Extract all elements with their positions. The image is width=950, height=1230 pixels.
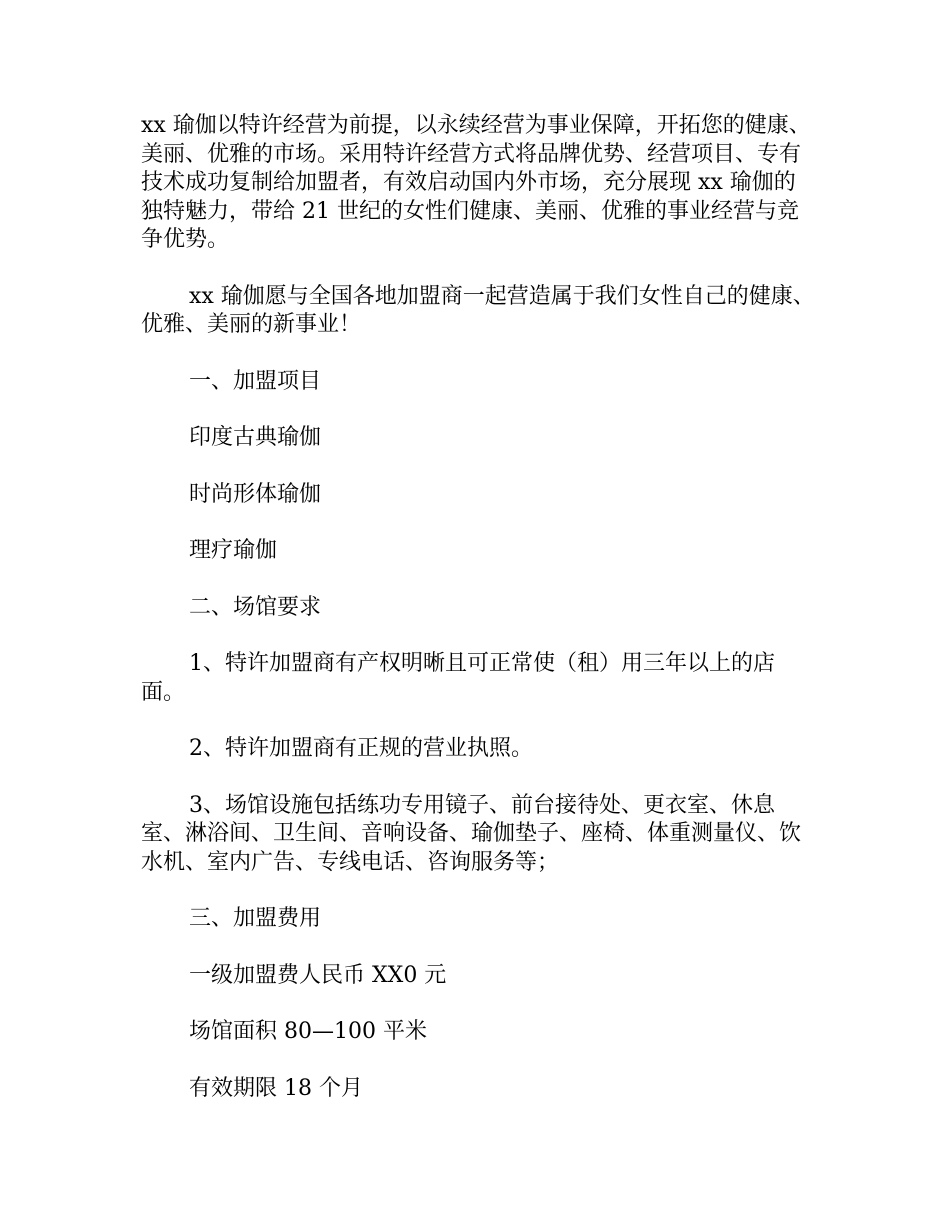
mission-paragraph: xx 瑜伽愿与全国各地加盟商一起营造属于我们女性自己的健康、优雅、美丽的新事业！ xyxy=(141,283,815,337)
project-item: 时尚形体瑜伽 xyxy=(189,481,322,507)
intro-paragraph: xx 瑜伽以特许经营为前提，以永续经营为事业保障，开拓您的健康、美丽、优雅的市场。采用特许经营方式将品牌优势、经营项目、专有技术成功复制给加盟者，有效启动国内外市场，充分展现 xx 瑜伽的独特魅力，带给 21 世纪的女性们健康、美丽、优雅的事业经营与竞争优势。 xyxy=(141,113,811,252)
section-heading-venue: 二、场馆要求 xyxy=(189,594,322,620)
project-item: 印度古典瑜伽 xyxy=(189,425,322,450)
fee-item: 有效期限 18 个月 xyxy=(189,1075,363,1101)
venue-requirement: 3、场馆设施包括练功专用镜子、前台接待处、更衣室、休息室、淋浴间、卫生间、音响设备、瑜伽垫子、座椅、体重测量仪、饮水机、室内广告、专线电话、咨询服务等； xyxy=(141,792,802,875)
venue-requirement: 1、特许加盟商有产权明晰且可正常使（租）用三年以上的店面。 xyxy=(141,651,775,705)
section-heading-projects: 一、加盟项目 xyxy=(189,368,322,394)
section-heading-fees: 三、加盟费用 xyxy=(189,906,322,931)
project-item: 理疗瑜伽 xyxy=(189,538,278,563)
fee-item: 场馆面积 80—100 平米 xyxy=(189,1019,427,1044)
fee-item: 一级加盟费人民币 XX0 元 xyxy=(189,962,447,988)
venue-requirement: 2、特许加盟商有正规的营业执照。 xyxy=(189,736,533,761)
document-page xyxy=(141,112,816,1131)
